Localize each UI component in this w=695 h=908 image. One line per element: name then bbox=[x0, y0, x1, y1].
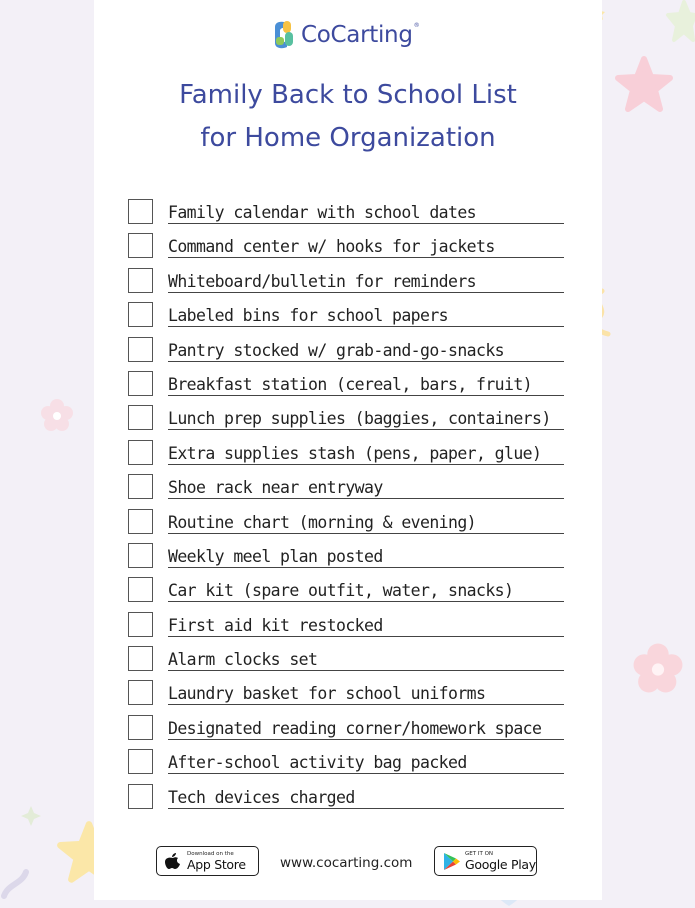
checklist-checkbox[interactable] bbox=[128, 612, 153, 637]
checklist-item bbox=[128, 573, 568, 607]
checklist-sheet bbox=[94, 0, 602, 900]
checklist-item-label: Alarm clocks set bbox=[168, 650, 318, 670]
checklist-item bbox=[128, 711, 568, 745]
checklist-item-label: Designated reading corner/homework space bbox=[168, 718, 542, 738]
writing-line bbox=[168, 601, 564, 602]
checklist-checkbox[interactable] bbox=[128, 749, 153, 774]
checklist-checkbox[interactable] bbox=[128, 268, 153, 293]
google-play-big-text: Google Play bbox=[465, 856, 536, 872]
checklist-item bbox=[128, 367, 568, 401]
writing-line bbox=[168, 292, 564, 293]
writing-line bbox=[168, 567, 564, 568]
star-decoration-icon bbox=[664, 0, 695, 46]
writing-line bbox=[168, 464, 564, 465]
writing-line bbox=[168, 533, 564, 534]
checklist-item bbox=[128, 745, 568, 779]
google-play-icon bbox=[443, 852, 460, 871]
checklist-item bbox=[128, 505, 568, 539]
app-store-big-text: App Store bbox=[187, 856, 246, 872]
checklist-item bbox=[128, 333, 568, 367]
checklist-item-label: Whiteboard/bulletin for reminders bbox=[168, 271, 477, 291]
writing-line bbox=[168, 773, 564, 774]
checklist-checkbox[interactable] bbox=[128, 302, 153, 327]
checklist-item bbox=[128, 229, 568, 263]
writing-line bbox=[168, 636, 564, 637]
checklist-checkbox[interactable] bbox=[128, 405, 153, 430]
writing-line bbox=[168, 670, 564, 671]
checklist-item-label: Weekly meel plan posted bbox=[168, 546, 383, 566]
page-title-line-1: Family Back to School List bbox=[179, 80, 517, 110]
checklist-checkbox[interactable] bbox=[128, 715, 153, 740]
writing-line bbox=[168, 326, 564, 327]
google-play-small-text: GET IT ON bbox=[465, 850, 494, 857]
checklist-checkbox[interactable] bbox=[128, 337, 153, 362]
checklist-checkbox[interactable] bbox=[128, 509, 153, 534]
checklist-item bbox=[128, 401, 568, 435]
checklist-item-label: First aid kit restocked bbox=[168, 615, 383, 635]
website-link[interactable]: www.cocarting.com bbox=[280, 855, 413, 871]
sparkle-decoration-icon bbox=[20, 805, 42, 827]
checklist-checkbox[interactable] bbox=[128, 199, 153, 224]
app-store-small-text: Download on the bbox=[187, 850, 234, 857]
checklist-item-label: After-school activity bag packed bbox=[168, 753, 467, 773]
checklist-item-label: Family calendar with school dates bbox=[168, 203, 477, 222]
writing-line bbox=[168, 739, 564, 740]
checklist bbox=[128, 195, 568, 814]
flower-decoration-icon bbox=[632, 642, 684, 694]
cocarting-logo-icon bbox=[271, 19, 295, 51]
page-title-line-2: for Home Organization bbox=[200, 123, 496, 153]
writing-line bbox=[168, 257, 564, 258]
checklist-item bbox=[128, 264, 568, 298]
checklist-item bbox=[128, 195, 568, 229]
checklist-item-label: Lunch prep supplies (baggies, containers) bbox=[168, 409, 551, 429]
writing-line bbox=[168, 704, 564, 705]
checklist-item bbox=[128, 436, 568, 470]
checklist-item-label: Labeled bins for school papers bbox=[168, 306, 449, 326]
checklist-checkbox[interactable] bbox=[128, 371, 153, 396]
checklist-checkbox[interactable] bbox=[128, 543, 153, 568]
writing-line bbox=[168, 429, 564, 430]
checklist-item-label: Tech devices charged bbox=[168, 787, 355, 807]
checklist-checkbox[interactable] bbox=[128, 440, 153, 465]
checklist-checkbox[interactable] bbox=[128, 784, 153, 809]
writing-line bbox=[168, 223, 564, 224]
writing-line bbox=[168, 395, 564, 396]
checklist-item-label: Laundry basket for school uniforms bbox=[168, 684, 486, 704]
checklist-item-label: Routine chart (morning & evening) bbox=[168, 512, 477, 532]
checklist-checkbox[interactable] bbox=[128, 646, 153, 671]
writing-line bbox=[168, 361, 564, 362]
leaf-decoration-icon bbox=[0, 860, 30, 900]
app-store-badge[interactable] bbox=[156, 846, 259, 876]
registered-mark: ® bbox=[413, 22, 420, 29]
checklist-item bbox=[128, 298, 568, 332]
google-play-badge[interactable] bbox=[434, 846, 537, 876]
apple-icon bbox=[165, 852, 181, 870]
checklist-checkbox[interactable] bbox=[128, 577, 153, 602]
checklist-item-label: Pantry stocked w/ grab-and-go-snacks bbox=[168, 340, 505, 360]
checklist-item-label: Car kit (spare outfit, water, snacks) bbox=[168, 581, 514, 601]
checklist-item-label: Command center w/ hooks for jackets bbox=[168, 237, 495, 257]
brand-logo[interactable] bbox=[271, 18, 420, 52]
checklist-item-label: Breakfast station (cereal, bars, fruit) bbox=[168, 374, 533, 394]
checklist-item-label: Extra supplies stash (pens, paper, glue) bbox=[168, 443, 542, 463]
checklist-checkbox[interactable] bbox=[128, 474, 153, 499]
writing-line bbox=[168, 808, 564, 809]
flower-decoration-icon bbox=[40, 398, 74, 432]
checklist-item-label: Shoe rack near entryway bbox=[168, 478, 383, 498]
checklist-item bbox=[128, 470, 568, 504]
checklist-checkbox[interactable] bbox=[128, 680, 153, 705]
checklist-item bbox=[128, 676, 568, 710]
checklist-item bbox=[128, 642, 568, 676]
checklist-item bbox=[128, 780, 568, 814]
checklist-item bbox=[128, 608, 568, 642]
writing-line bbox=[168, 498, 564, 499]
checklist-item bbox=[128, 539, 568, 573]
star-decoration-icon bbox=[614, 55, 674, 115]
brand-name: CoCarting bbox=[301, 22, 413, 48]
checklist-checkbox[interactable] bbox=[128, 233, 153, 258]
